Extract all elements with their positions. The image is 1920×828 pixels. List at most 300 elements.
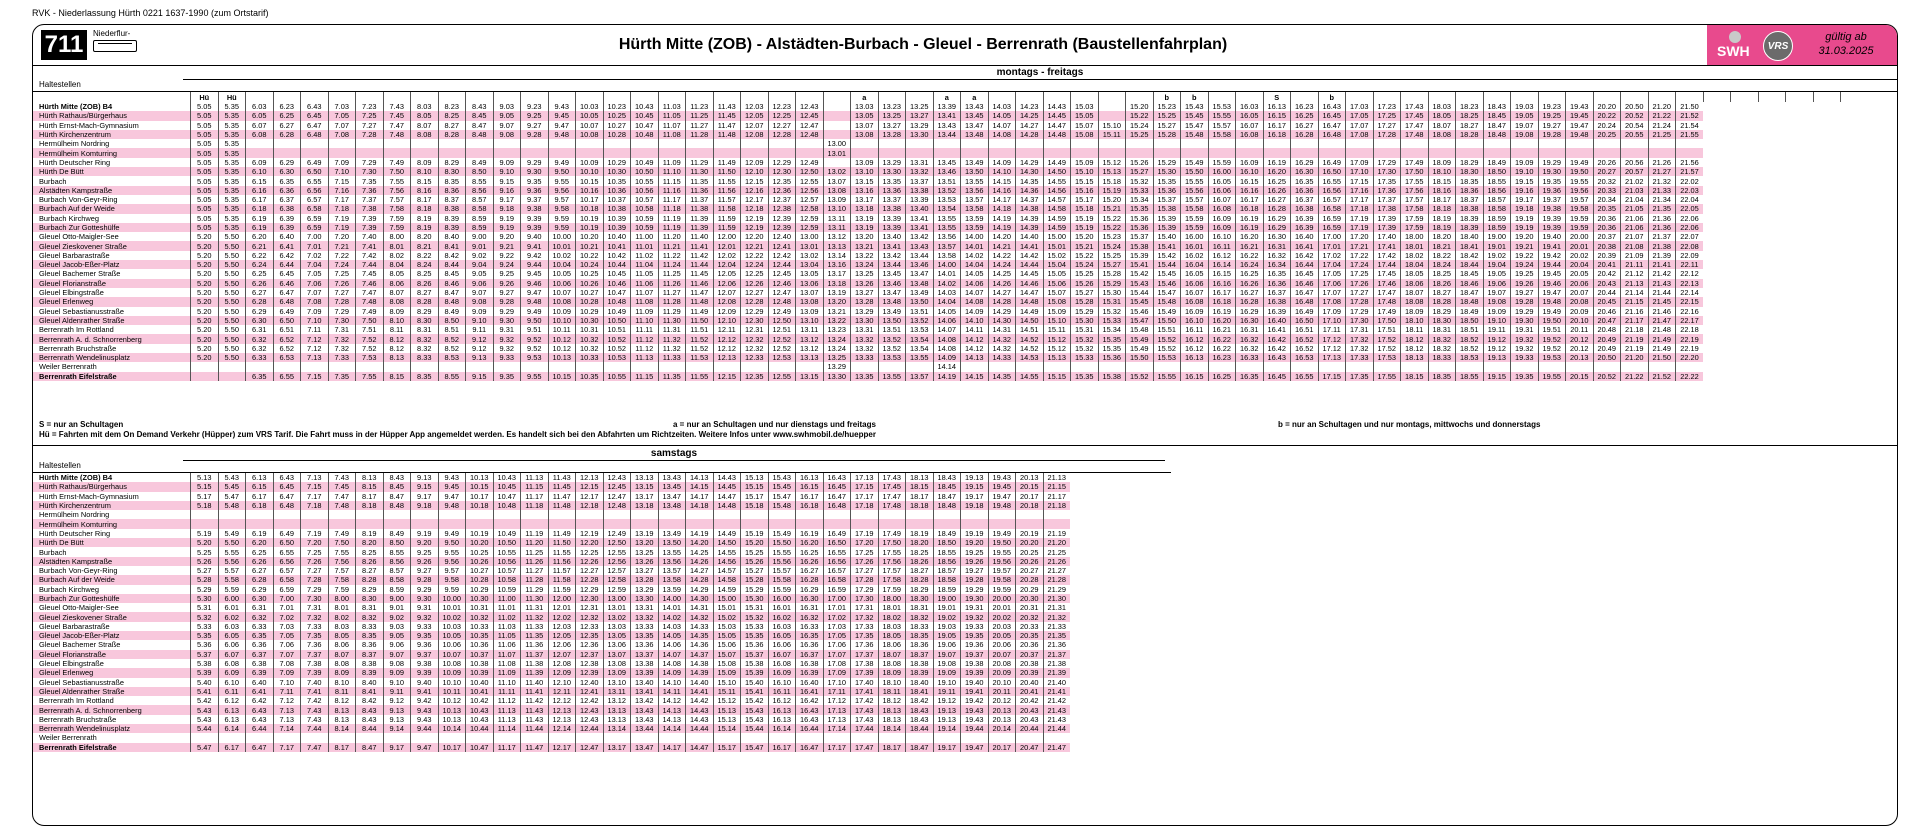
departure-time: 9.50: [521, 316, 549, 325]
table-row: [33, 362, 1868, 371]
departure-time: 9.47: [521, 288, 549, 297]
departure-time: 11.59: [713, 223, 741, 232]
note-b: b = nur an Schultagen und nur montags, mittwochs und donnerstags: [1278, 420, 1541, 429]
departure-time: 11.55: [713, 176, 741, 185]
departure-time: 7.56: [328, 557, 356, 566]
departure-time: 19.37: [1538, 195, 1566, 204]
departure-time: 13.55: [933, 223, 961, 232]
departure-time: 16.07: [1236, 121, 1264, 130]
route-title: Hürth Mitte (ZOB) - Alstädten-Burbach - Gleuel - Berrenrath (Baustellenfahrplan): [618, 36, 1228, 53]
departure-time: 17.33: [1346, 353, 1374, 362]
departure-time: 16.14: [768, 724, 796, 733]
departure-time: 16.13: [796, 473, 824, 482]
departure-time: 13.26: [851, 279, 879, 288]
departure-time: 12.31: [741, 325, 769, 334]
departure-time: 11.30: [521, 594, 549, 603]
departure-time: 19.44: [1538, 260, 1566, 269]
departure-time: 6.43: [273, 473, 301, 482]
departure-time: 8.27: [356, 566, 384, 575]
departure-time: 19.08: [1511, 130, 1539, 139]
stop-name: Gleuel Zieskovener Straße: [33, 612, 191, 621]
departure-time: 21.22: [1621, 372, 1649, 381]
departure-time: [1016, 362, 1044, 371]
table-row: [33, 148, 1868, 157]
departure-time: 16.52: [1291, 334, 1319, 343]
departure-time: 7.02: [273, 612, 301, 621]
departure-time: 18.44: [906, 724, 934, 733]
column-marker: [1043, 92, 1071, 102]
departure-time: 6.47: [273, 492, 301, 501]
column-marker: b: [1181, 92, 1209, 102]
departure-time: 18.49: [933, 529, 961, 538]
departure-time: [933, 733, 961, 742]
departure-time: 19.38: [961, 659, 989, 668]
column-marker: b: [1153, 92, 1181, 102]
departure-time: 21.04: [1621, 195, 1649, 204]
stop-name: Burbach Von-Geyr-Ring: [39, 566, 118, 576]
departure-time: 20.26: [1016, 557, 1044, 566]
departure-time: 15.33: [1098, 316, 1126, 325]
departure-time: 13.10: [823, 204, 851, 213]
departure-time: 9.25: [411, 547, 439, 556]
departure-time: 11.20: [521, 538, 549, 547]
departure-time: 8.39: [438, 214, 466, 223]
departure-time: 15.00: [1043, 232, 1071, 241]
stop-name: Burbach Zur Gotteshülfe: [33, 594, 191, 603]
departure-time: [328, 519, 356, 528]
departure-time: 17.19: [1346, 223, 1374, 232]
departure-time: 9.33: [411, 622, 439, 631]
departure-time: 6.02: [218, 612, 246, 621]
departure-time: 5.05: [191, 139, 219, 148]
departure-time: 15.10: [1071, 167, 1099, 176]
departure-time: 8.15: [383, 372, 411, 381]
departure-time: [658, 148, 686, 157]
departure-time: 14.15: [988, 176, 1016, 185]
departure-time: [741, 519, 769, 528]
departure-time: 14.27: [988, 288, 1016, 297]
departure-time: [356, 148, 384, 157]
departure-time: 5.18: [191, 501, 219, 510]
departure-time: 13.56: [961, 186, 989, 195]
departure-time: 17.29: [851, 585, 879, 594]
departure-time: 9.06: [383, 640, 411, 649]
departure-time: 9.55: [521, 372, 549, 381]
departure-time: 14.58: [1043, 204, 1071, 213]
departure-time: 12.00: [548, 594, 576, 603]
departure-time: 13.57: [961, 195, 989, 204]
departure-time: 6.07: [218, 650, 246, 659]
departure-time: 12.20: [741, 232, 769, 241]
departure-time: 18.05: [878, 631, 906, 640]
column-header-row: [33, 92, 1868, 102]
departure-time: 12.22: [741, 251, 769, 260]
departure-time: 11.36: [521, 640, 549, 649]
departure-time: 20.09: [1566, 307, 1594, 316]
departure-time: 10.47: [493, 492, 521, 501]
departure-time: 13.33: [631, 622, 659, 631]
departure-time: 7.31: [328, 325, 356, 334]
departure-time: 8.06: [383, 279, 411, 288]
departure-time: 19.44: [961, 724, 989, 733]
departure-time: 17.10: [1346, 167, 1374, 176]
departure-time: 18.48: [1483, 130, 1511, 139]
departure-time: [576, 519, 604, 528]
departure-time: [1043, 519, 1070, 528]
departure-time: 16.11: [768, 687, 796, 696]
departure-time: 18.39: [1456, 214, 1484, 223]
departure-time: 17.50: [1401, 167, 1429, 176]
departure-time: 22.13: [1676, 279, 1704, 288]
departure-time: 9.30: [521, 167, 549, 176]
departure-time: 10.40: [466, 678, 494, 687]
departure-time: 7.00: [301, 232, 329, 241]
stop-name: Berrenrath Eifelstraße: [33, 743, 191, 752]
departure-time: 11.13: [493, 715, 521, 724]
departure-time: 17.12: [1318, 344, 1346, 353]
departure-time: 7.01: [273, 603, 301, 612]
departure-time: 12.30: [741, 316, 769, 325]
departure-time: 15.50: [1153, 316, 1181, 325]
departure-time: [713, 148, 741, 157]
departure-time: 13.03: [851, 102, 879, 111]
departure-time: 16.12: [1181, 344, 1209, 353]
departure-time: 9.58: [438, 575, 466, 584]
departure-time: [1098, 139, 1126, 148]
departure-time: 14.32: [686, 612, 714, 621]
departure-time: 8.07: [411, 121, 439, 130]
departure-time: 17.56: [1401, 186, 1429, 195]
departure-time: 12.13: [548, 705, 576, 714]
stop-name: Gleuel Erlenweg: [33, 297, 191, 306]
departure-time: 6.30: [246, 594, 274, 603]
departure-time: 9.23: [521, 102, 549, 111]
weekday-section: [33, 67, 1897, 381]
departure-time: 17.03: [1346, 102, 1374, 111]
departure-time: 18.20: [1428, 232, 1456, 241]
departure-time: 11.41: [521, 687, 549, 696]
departure-time: 21.32: [1043, 612, 1070, 621]
departure-time: 15.58: [1181, 204, 1209, 213]
departure-time: 18.23: [1456, 102, 1484, 111]
departure-time: 6.40: [273, 232, 301, 241]
departure-time: 5.25: [191, 547, 219, 556]
departure-time: 13.38: [631, 659, 659, 668]
departure-time: 10.49: [603, 307, 631, 316]
departure-time: 17.05: [823, 631, 851, 640]
departure-time: 10.39: [603, 214, 631, 223]
departure-time: 17.04: [1318, 260, 1346, 269]
departure-time: 7.01: [301, 241, 329, 250]
departure-time: 7.27: [356, 121, 384, 130]
departure-time: 14.55: [1016, 372, 1044, 381]
departure-time: 5.39: [191, 668, 219, 677]
departure-time: 7.03: [328, 102, 356, 111]
departure-time: 5.35: [218, 102, 246, 111]
departure-time: 19.47: [961, 743, 989, 752]
departure-time: 15.32: [741, 612, 769, 621]
departure-time: 12.44: [768, 260, 796, 269]
departure-time: 9.11: [383, 687, 411, 696]
departure-time: 18.43: [1483, 102, 1511, 111]
departure-time: 9.07: [493, 121, 521, 130]
departure-time: 15.15: [741, 482, 769, 491]
departure-time: 10.38: [466, 659, 494, 668]
departure-time: [768, 139, 796, 148]
departure-time: 18.36: [1456, 186, 1484, 195]
low-floor-indicator: [93, 29, 153, 61]
departure-time: 18.17: [878, 743, 906, 752]
departure-time: 7.05: [301, 269, 329, 278]
departure-time: 17.46: [1373, 279, 1401, 288]
departure-time: 16.59: [1318, 214, 1346, 223]
departure-time: 5.20: [191, 538, 219, 547]
departure-time: 10.08: [548, 297, 576, 306]
departure-time: 16.13: [768, 715, 796, 724]
departure-time: 16.25: [1263, 176, 1291, 185]
departure-time: [548, 148, 576, 157]
table-row: [33, 603, 1070, 612]
departure-time: 11.35: [686, 176, 714, 185]
departure-time: 15.01: [1043, 241, 1071, 250]
departure-time: [631, 510, 659, 519]
departure-time: [603, 519, 631, 528]
departure-time: 14.28: [988, 297, 1016, 306]
departure-time: 8.31: [411, 325, 439, 334]
departure-time: 15.44: [1153, 260, 1181, 269]
table-row: [33, 130, 1868, 139]
departure-time: 10.15: [548, 372, 576, 381]
table-row: [33, 678, 1070, 687]
departure-time: 21.22: [1648, 111, 1676, 120]
departure-time: 6.31: [246, 603, 274, 612]
departure-time: 19.27: [961, 566, 989, 575]
departure-time: 6.50: [273, 538, 301, 547]
departure-time: [466, 733, 494, 742]
departure-time: 10.07: [438, 650, 466, 659]
departure-time: 19.49: [1566, 158, 1594, 167]
table-row: [33, 223, 1868, 232]
departure-time: 6.09: [246, 158, 274, 167]
departure-time: 21.33: [1043, 622, 1070, 631]
departure-time: 10.41: [603, 241, 631, 250]
departure-time: 19.53: [1538, 353, 1566, 362]
departure-time: 5.49: [218, 529, 246, 538]
departure-time: 5.29: [191, 585, 219, 594]
departure-time: 7.11: [301, 325, 329, 334]
departure-time: 14.03: [658, 622, 686, 631]
departure-time: 5.28: [191, 575, 219, 584]
departure-time: [741, 510, 769, 519]
departure-time: 15.51: [1153, 325, 1181, 334]
departure-time: 7.55: [383, 176, 411, 185]
departure-time: 20.36: [1593, 223, 1621, 232]
departure-time: 17.43: [1401, 102, 1429, 111]
departure-time: 9.12: [466, 334, 494, 343]
departure-time: 7.55: [328, 547, 356, 556]
departure-time: 15.26: [741, 557, 769, 566]
departure-time: 12.43: [603, 473, 631, 482]
departure-time: 17.10: [823, 678, 851, 687]
departure-time: 7.50: [383, 167, 411, 176]
departure-time: 21.44: [1043, 724, 1070, 733]
departure-time: 8.02: [383, 251, 411, 260]
departure-time: 10.56: [493, 557, 521, 566]
departure-time: 18.29: [1428, 307, 1456, 316]
departure-time: 14.01: [961, 241, 989, 250]
departure-time: 15.12: [713, 696, 741, 705]
departure-time: 10.15: [466, 482, 494, 491]
departure-time: 17.32: [851, 612, 879, 621]
departure-time: 18.08: [1428, 130, 1456, 139]
column-marker: [1016, 92, 1044, 102]
departure-time: 12.49: [603, 529, 631, 538]
column-header-blank: [33, 92, 191, 102]
departure-time: 9.06: [466, 279, 494, 288]
departure-time: 8.45: [466, 111, 494, 120]
departure-time: 20.34: [1593, 195, 1621, 204]
departure-time: 13.21: [851, 241, 879, 250]
departure-time: 19.39: [961, 668, 989, 677]
departure-time: 18.25: [1456, 111, 1484, 120]
departure-time: 16.00: [768, 594, 796, 603]
table-row: [33, 307, 1868, 316]
departure-time: 16.59: [1318, 223, 1346, 232]
departure-time: 11.01: [631, 241, 659, 250]
departure-time: 21.40: [1043, 678, 1070, 687]
departure-time: 17.07: [823, 650, 851, 659]
departure-time: 21.43: [1648, 279, 1676, 288]
departure-time: 12.35: [768, 176, 796, 185]
departure-time: 7.43: [301, 705, 329, 714]
departure-time: 6.20: [246, 538, 274, 547]
departure-time: 11.04: [631, 260, 659, 269]
departure-time: 16.22: [1208, 344, 1236, 353]
departure-time: 14.46: [1016, 279, 1044, 288]
column-marker: Hü: [218, 92, 246, 102]
departure-time: 13.44: [878, 260, 906, 269]
departure-time: 9.56: [548, 186, 576, 195]
departure-time: 15.17: [713, 743, 741, 752]
departure-time: 5.05: [191, 186, 219, 195]
departure-time: 15.46: [1153, 279, 1181, 288]
departure-time: 15.24: [1126, 121, 1154, 130]
departure-time: 21.57: [1676, 167, 1704, 176]
departure-time: 11.08: [658, 130, 686, 139]
departure-time: 18.05: [1401, 269, 1429, 278]
departure-time: 14.50: [1016, 316, 1044, 325]
departure-time: 6.39: [246, 668, 274, 677]
departure-time: 12.42: [768, 251, 796, 260]
departure-time: 6.47: [273, 288, 301, 297]
departure-time: 8.47: [438, 288, 466, 297]
departure-time: [191, 519, 219, 528]
departure-time: [1153, 148, 1181, 157]
departure-time: 21.07: [1621, 232, 1649, 241]
departure-time: 6.23: [273, 102, 301, 111]
departure-time: [493, 148, 521, 157]
departure-time: 19.35: [1511, 372, 1539, 381]
departure-time: 19.23: [1538, 102, 1566, 111]
departure-time: [218, 372, 246, 381]
departure-time: 20.43: [1016, 705, 1044, 714]
departure-time: 11.12: [493, 696, 521, 705]
departure-time: 13.39: [933, 102, 961, 111]
departure-time: 5.38: [191, 659, 219, 668]
departure-time: 11.05: [493, 631, 521, 640]
departure-time: 6.49: [301, 158, 329, 167]
departure-time: 16.32: [796, 612, 824, 621]
departure-time: 16.31: [796, 603, 824, 612]
departure-time: [1043, 510, 1070, 519]
departure-time: 8.18: [356, 501, 384, 510]
table-row: [33, 269, 1868, 278]
departure-time: 6.53: [273, 353, 301, 362]
departure-time: 15.52: [1153, 344, 1181, 353]
departure-time: [191, 362, 219, 371]
departure-time: 8.31: [356, 603, 384, 612]
table-row: [33, 186, 1868, 195]
swh-dot-icon: [1729, 31, 1741, 43]
departure-time: 11.50: [686, 316, 714, 325]
departure-time: 5.20: [191, 251, 219, 260]
departure-time: 17.24: [1346, 260, 1374, 269]
column-marker: [493, 92, 521, 102]
departure-time: 15.09: [713, 668, 741, 677]
departure-time: 17.11: [823, 687, 851, 696]
departure-time: 12.10: [741, 167, 769, 176]
departure-time: 18.47: [1456, 288, 1484, 297]
departure-time: [988, 510, 1016, 519]
departure-time: 21.50: [1648, 353, 1676, 362]
departure-time: 15.35: [1098, 334, 1126, 343]
departure-time: 16.42: [1263, 344, 1291, 353]
departure-time: 9.40: [521, 232, 549, 241]
departure-time: 17.49: [1401, 158, 1429, 167]
departure-time: 5.55: [218, 547, 246, 556]
departure-time: 15.25: [741, 547, 769, 556]
departure-time: 5.57: [218, 566, 246, 575]
departure-time: 11.38: [686, 204, 714, 213]
stop-name: Gleuel Elbingstraße: [39, 288, 104, 298]
departure-time: 18.26: [1428, 279, 1456, 288]
departure-time: 11.51: [686, 325, 714, 334]
departure-time: [686, 139, 714, 148]
departure-time: 17.45: [878, 482, 906, 491]
stop-name: Burbach: [39, 176, 67, 186]
departure-time: 6.25: [246, 547, 274, 556]
departure-time: 18.29: [1456, 158, 1484, 167]
departure-time: 12.16: [741, 186, 769, 195]
departure-time: 15.11: [1098, 130, 1126, 139]
column-marker: [438, 92, 466, 102]
departure-time: 5.50: [218, 538, 246, 547]
departure-time: 13.49: [878, 307, 906, 316]
departure-time: 13.24: [823, 344, 851, 353]
departure-time: 11.31: [658, 325, 686, 334]
departure-time: 6.25: [273, 111, 301, 120]
departure-time: 8.25: [356, 547, 384, 556]
departure-time: 9.08: [383, 659, 411, 668]
departure-time: 16.08: [768, 659, 796, 668]
swh-label: SWH: [1717, 43, 1750, 59]
departure-time: 21.15: [1043, 482, 1070, 491]
departure-time: 7.57: [383, 195, 411, 204]
departure-time: 7.26: [328, 279, 356, 288]
departure-time: 9.19: [493, 223, 521, 232]
departure-time: 21.24: [1648, 121, 1676, 130]
departure-time: 12.56: [796, 186, 824, 195]
